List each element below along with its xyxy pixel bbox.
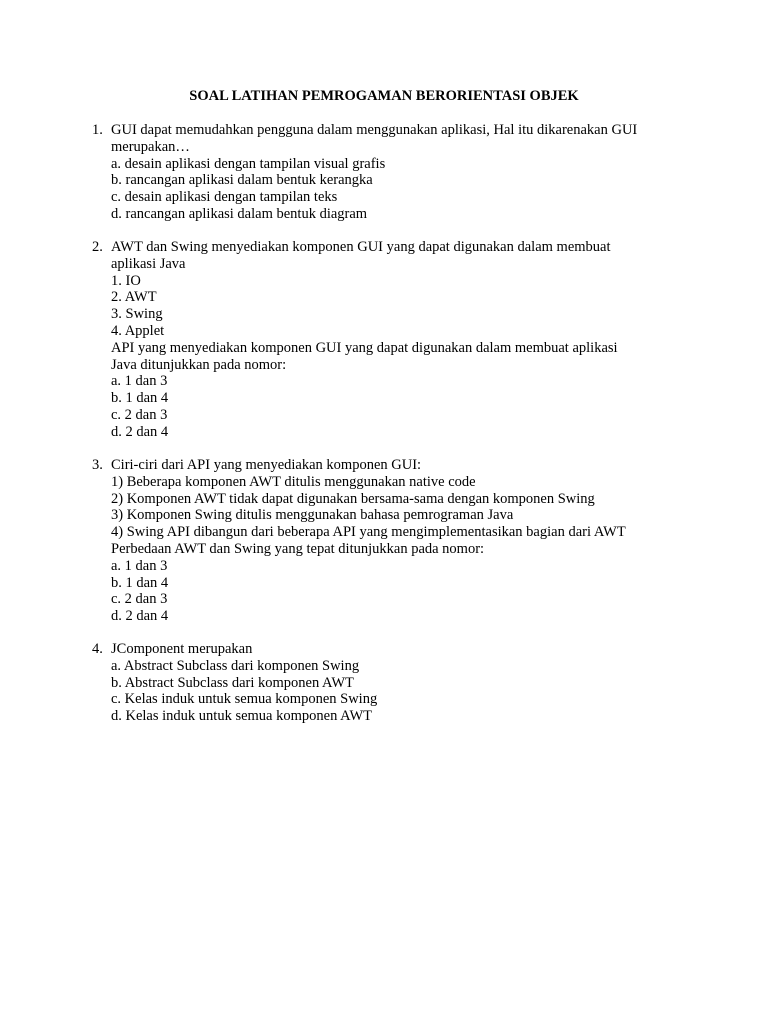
question-4 (92, 641, 692, 725)
numbered-item: 1) Beberapa komponen AWT ditulis menggunakan native code (111, 473, 476, 490)
numbered-item: 3. Swing (111, 306, 163, 323)
question-stem-line: 2. AWT dan Swing menyediakan komponen GUI yang dapat digunakan dalam membuat (92, 239, 611, 255)
answer-option-c: c. 2 dan 3 (111, 406, 168, 423)
document-title: SOAL LATIHAN PEMROGAMAN BERORIENTASI OBJEK (189, 88, 579, 104)
answer-option-b: b. 1 dan 4 (111, 390, 169, 407)
question-1 (92, 122, 692, 223)
numbered-item: 2. AWT (111, 289, 157, 306)
answer-option-d: d. 2 dan 4 (111, 423, 169, 440)
answer-option-a: a. Abstract Subclass dari komponen Swing (111, 657, 360, 674)
question-3 (92, 457, 692, 625)
answer-option-d: d. Kelas induk untuk semua komponen AWT (111, 708, 373, 725)
question-number: 4. (92, 641, 103, 657)
question-stem-line: 3. Ciri-ciri dari API yang menyediakan komponen GUI: (92, 457, 422, 473)
question-stem-line: merupakan… (111, 138, 190, 155)
answer-option-b: b. rancangan aplikasi dalam bentuk kerangka (111, 172, 373, 189)
numbered-item: 4) Swing API dibangun dari beberapa API yang mengimplementasikan bagian dari AWT (111, 524, 626, 541)
question-prompt-line: API yang menyediakan komponen GUI yang dapat digunakan dalam membuat aplikasi (111, 339, 618, 356)
question-stem-line: 4. JComponent merupakan (92, 641, 253, 657)
answer-option-a: a. desain aplikasi dengan tampilan visual grafis (111, 155, 386, 172)
answer-option-c: c. 2 dan 3 (111, 591, 168, 608)
answer-option-b: b. Abstract Subclass dari komponen AWT (111, 674, 354, 691)
question-prompt-line: Java ditunjukkan pada nomor: (111, 356, 287, 373)
numbered-item: 4. Applet (111, 322, 165, 339)
numbered-item: 2) Komponen AWT tidak dapat digunakan bersama-sama dengan komponen Swing (111, 490, 595, 507)
question-stem-line: 1. GUI dapat memudahkan pengguna dalam menggunakan aplikasi, Hal itu dikarenakan GUI (92, 122, 638, 138)
question-stem-line: aplikasi Java (111, 255, 186, 272)
answer-option-d: d. rancangan aplikasi dalam bentuk diagram (111, 205, 368, 222)
numbered-item: 3) Komponen Swing ditulis menggunakan bahasa pemrograman Java (111, 507, 514, 524)
question-number: 1. (92, 122, 103, 138)
answer-option-b: b. 1 dan 4 (111, 574, 169, 591)
answer-option-c: c. Kelas induk untuk semua komponen Swing (111, 691, 378, 708)
answer-option-a: a. 1 dan 3 (111, 373, 168, 390)
question-number: 3. (92, 457, 103, 473)
numbered-item: 1. IO (111, 272, 141, 289)
answer-option-d: d. 2 dan 4 (111, 608, 169, 625)
question-number: 2. (92, 239, 103, 255)
question-prompt-line: Perbedaan AWT dan Swing yang tepat ditunjukkan pada nomor: (111, 540, 485, 557)
answer-option-c: c. desain aplikasi dengan tampilan teks (111, 189, 338, 206)
question-2 (92, 239, 692, 441)
answer-option-a: a. 1 dan 3 (111, 557, 168, 574)
